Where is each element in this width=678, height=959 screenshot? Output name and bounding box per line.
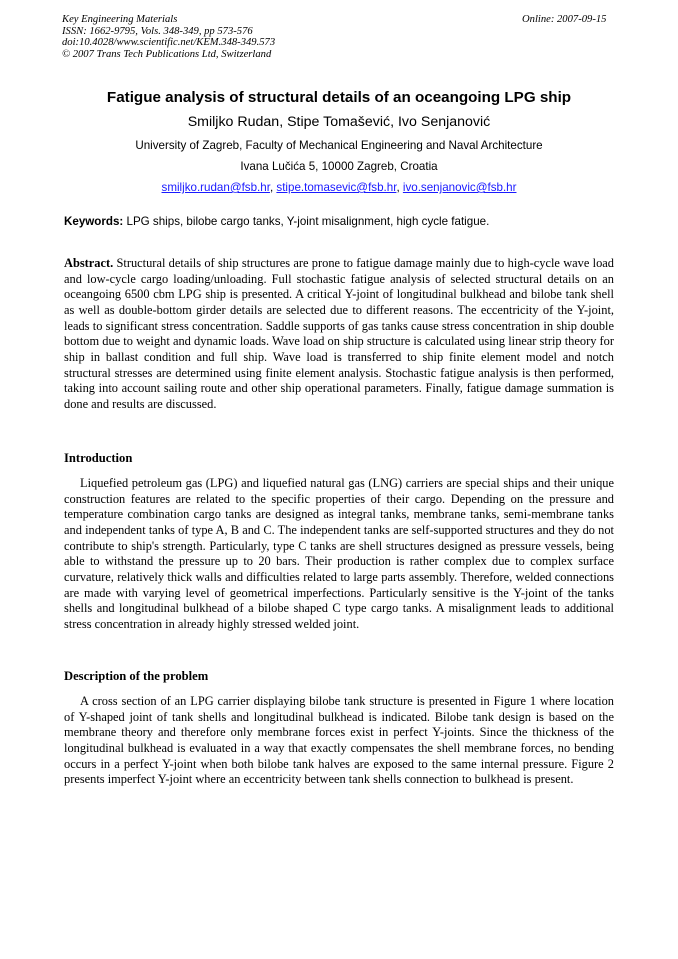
copyright-line: © 2007 Trans Tech Publications Ltd, Switzerland <box>62 48 272 60</box>
author-emails <box>0 181 678 195</box>
doi-line: doi:10.4028/www.scientific.net/KEM.348-349.573 <box>62 37 276 49</box>
issn-line: ISSN: 1662-9795, Vols. 348-349, pp 573-576 <box>62 25 253 37</box>
keywords-label: Keywords: <box>64 215 124 228</box>
affiliation: University of Zagreb, Faculty of Mechanical Engineering and Naval Architecture <box>135 139 543 152</box>
keywords <box>64 215 489 229</box>
email-link-tomasevic[interactable]: stipe.tomasevic@fsb.hr <box>276 181 397 194</box>
email-separator: , <box>396 181 403 194</box>
email-link-senjanovic[interactable]: ivo.senjanovic@fsb.hr <box>402 181 517 194</box>
abstract <box>64 256 614 413</box>
paper-title: Fatigue analysis of structural details of an oceangoing LPG ship <box>106 89 572 106</box>
introduction-paragraph: Liquefied petroleum gas (LPG) and liquefied natural gas (LNG) carriers are special ships and their unique construction features are related to the specific properties of their cargo. Depending on the pressure and temperature combination cargo tanks are designed as integral tanks, membrane tanks, semi-membrane tanks and independent tanks of type A, B and C. The independent tanks are self-supported structures and they do not contribute to ship's strength. Particularly, type C tanks are shell structures designed as pressure vessels, being able to withstand the pressure up to 20 bars. Their production is rather complex due to complex surface curvature, relatively thick walls and difficulties related to large parts assembly. Therefore, welded connections are made with varying level of geometrical imperfections. Particularly sensitive is the Y-joint of the tanks shells and longitudinal bulkhead of a bilobe shaped C type cargo tanks. A misalignment leads to additional stress concentration in already highly stressed welded joint. <box>64 476 614 631</box>
online-date: Online: 2007-09-15 <box>522 14 607 25</box>
email-link-rudan[interactable]: smiljko.rudan@fsb.hr <box>161 181 270 194</box>
address: Ivana Lučića 5, 10000 Zagreb, Croatia <box>240 160 438 173</box>
journal-name: Key Engineering Materials <box>62 14 178 25</box>
section-heading-description: Description of the problem <box>64 669 209 683</box>
abstract-text: Structural details of ship structures are prone to fatigue damage mainly due to high-cycle wave load and low-cycle cargo loading/unloading. Full stochastic fatigue analysis of selected structural details on an oceangoing 6500 cbm LPG ship is presented. A critical Y-joint of longitudinal bulkhead and bilobe tank shell as well as double-bottom girder details are selected due to different reasons. The eccentricity of the Y-joint, leads to significant stress concentration. Saddle supports of gas tanks cause stress concentration in ship double bottom due to weight and dynamic loads. Wave load on ship structure is calculated using linear strip theory for ship in ballast condition and full ship. Wave load is transferred to ship finite element model and notch structural stresses are determined using finite element analysis. Stochastic fatigue analysis is then performed, taking into account sailing route and other ship operational parameters. Finally, fatigue damage summation is done and results are discussed. <box>64 256 614 411</box>
abstract-label: Abstract. <box>64 256 114 270</box>
email-separator: , <box>269 181 277 194</box>
keywords-text: LPG ships, bilobe cargo tanks, Y-joint misalignment, high cycle fatigue. <box>123 215 490 228</box>
description-paragraph: A cross section of an LPG carrier displaying bilobe tank structure is presented in Figure 1 where location of Y-shaped joint of tank shells and longitudinal bulkhead is indicated. Bilobe tank design is based on the membrane theory and therefore only membrane forces exist in perfect Y-joints. Since the thickness of the longitudinal bulkhead is evaluated in a way that exactly compensates the shell membrane forces, no bending occurs in a perfect Y-joint when both bilobe tank halves are exposed to the same internal pressure. Figure 2 presents imperfect Y-joint where an eccentricity between tank shells connection to bulkhead is present. <box>64 694 614 787</box>
paper-authors: Smiljko Rudan, Stipe Tomašević, Ivo Senjanović <box>187 114 491 130</box>
section-heading-introduction: Introduction <box>64 451 133 465</box>
journal-header <box>62 14 275 60</box>
